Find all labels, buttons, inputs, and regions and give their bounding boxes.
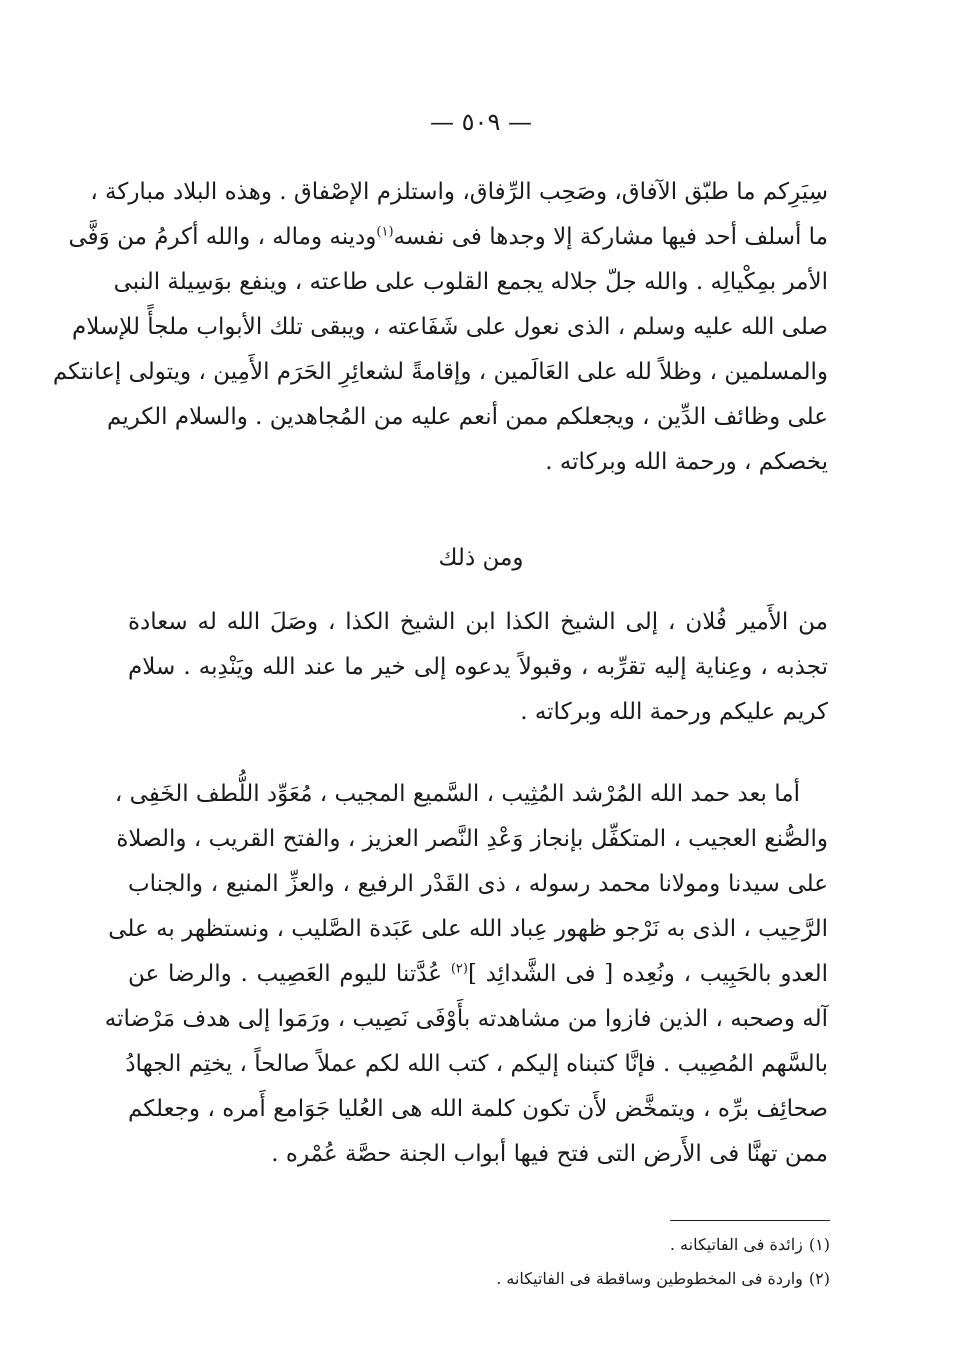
text-line: ممن تهنَّا فى الأَرض التى فتح فيها أبواب الجنة حصَّة عُمْره . [271, 1141, 828, 1167]
footnote [300, 1262, 830, 1296]
text-line-part: ودينه وماله ، والله أكرمُ من وَفَّى [68, 224, 377, 250]
footnote-text: واردة فى المخطوطين وساقطة فى الفاتيكانه . [496, 1269, 803, 1288]
text-line: آله وصحبه ، الذين فازوا من مشاهدته بأَوْفَى نَصِيب ، ورَمَوا إلى هدف مَرْضاته [104, 1006, 828, 1032]
text-line: تجذبه ، وعِناية إليه تقرِّبه ، وقبولاً يدعوه إلى خير ما عند الله ويَنْدِبه . سلام [128, 654, 828, 680]
text-line: على وظائف الدِّين ، ويجعلكم ممن أنعم عليه من المُجاهدين . والسلام الكريم [107, 404, 828, 430]
text-line-part: العدو بالحَبِيب ، ونُعِده [ فى الشَّدائِد ] [467, 961, 828, 987]
text-line: أما بعد حمد الله المُرْشد المُثِيب ، السَّميع المجيب ، مُعَوِّد اللُّطف الخَفِى ، [114, 781, 800, 807]
text-line: والمسلمين ، وظلاً لله على العَالَمين ، وإقامةً لشعائِرِ الحَرَم الأَمِين ، ويتولى إعانتكم [52, 359, 828, 385]
paragraph-body [104, 772, 828, 1177]
footnote-number: (٢) [808, 1269, 830, 1288]
footnotes [300, 1228, 830, 1296]
text-line: والصُّنع العجيب ، المتكفِّل بإنجاز وَعْدِ النَّصر العزيز ، والفتح القريب ، والصلاة [116, 826, 828, 852]
text-line [68, 215, 828, 260]
footnote-ref: (٢) [450, 961, 468, 977]
page-number: — ٥٠٩ — [430, 108, 532, 136]
text-line: كريم عليكم ورحمة الله وبركاته . [520, 699, 828, 725]
paragraph-greeting [128, 600, 828, 735]
section-heading: ومن ذلك [438, 545, 524, 571]
text-line: سِيَرِكم ما طبّق الآفاق، وصَحِب الرِّفاق، واستلزم الإصْفاق . وهذه البلاد مباركة ، [90, 179, 828, 205]
text-line: يخصكم ، ورحمة الله وبركاته . [545, 449, 828, 475]
text-line: على سيدنا ومولانا محمد رسوله ، ذى القَدْر الرفيع ، والعزِّ المنيع ، والجناب [128, 871, 828, 897]
paragraph-letter-ending [52, 170, 828, 485]
text-line: الأمر بمِكْيالِه . والله جلّ جلاله يجمع القلوب على طاعته ، وينفع بوَسِيلة النبى [113, 269, 828, 295]
text-line [128, 952, 828, 997]
footnote-divider [670, 1220, 830, 1221]
text-line: صلى الله عليه وسلم ، الذى نعول على شَفَاعته ، ويبقى تلك الأبواب ملجأً للإسلام [72, 314, 828, 340]
text-line-part: ما أسلف أحد فيها مشاركة إلا وجدها فى نفسه [393, 224, 828, 250]
text-line-part: عُدَّتنا لليوم العَصِيب . والرضا عن [128, 961, 443, 987]
text-line: صحائِف برِّه ، ويتمخَّض لأَن تكون كلمة الله هى العُليا جَوَامع أَمره ، وجعلكم [128, 1096, 828, 1122]
text-line: الرَّحِيب ، الذى به نَرْجو ظهور عِباد الله على عَبَدة الصَّليب ، ونستظهر به على [108, 916, 828, 942]
footnote-ref: (١) [376, 224, 394, 240]
text-line: بالسَّهم المُصِيب . فإنَّا كتبناه إليكم ، كتب الله لكم عملاً صالحاً ، يختِم الجهادُ [125, 1051, 828, 1077]
text-line: من الأَمير فُلان ، إلى الشيخ الكذا ابن الشيخ الكذا ، وصَلَ الله له سعادة [128, 609, 828, 635]
footnote-number: (١) [808, 1235, 830, 1254]
footnote-text: زائدة فى الفاتيكانه . [669, 1235, 803, 1254]
footnote [300, 1228, 830, 1262]
